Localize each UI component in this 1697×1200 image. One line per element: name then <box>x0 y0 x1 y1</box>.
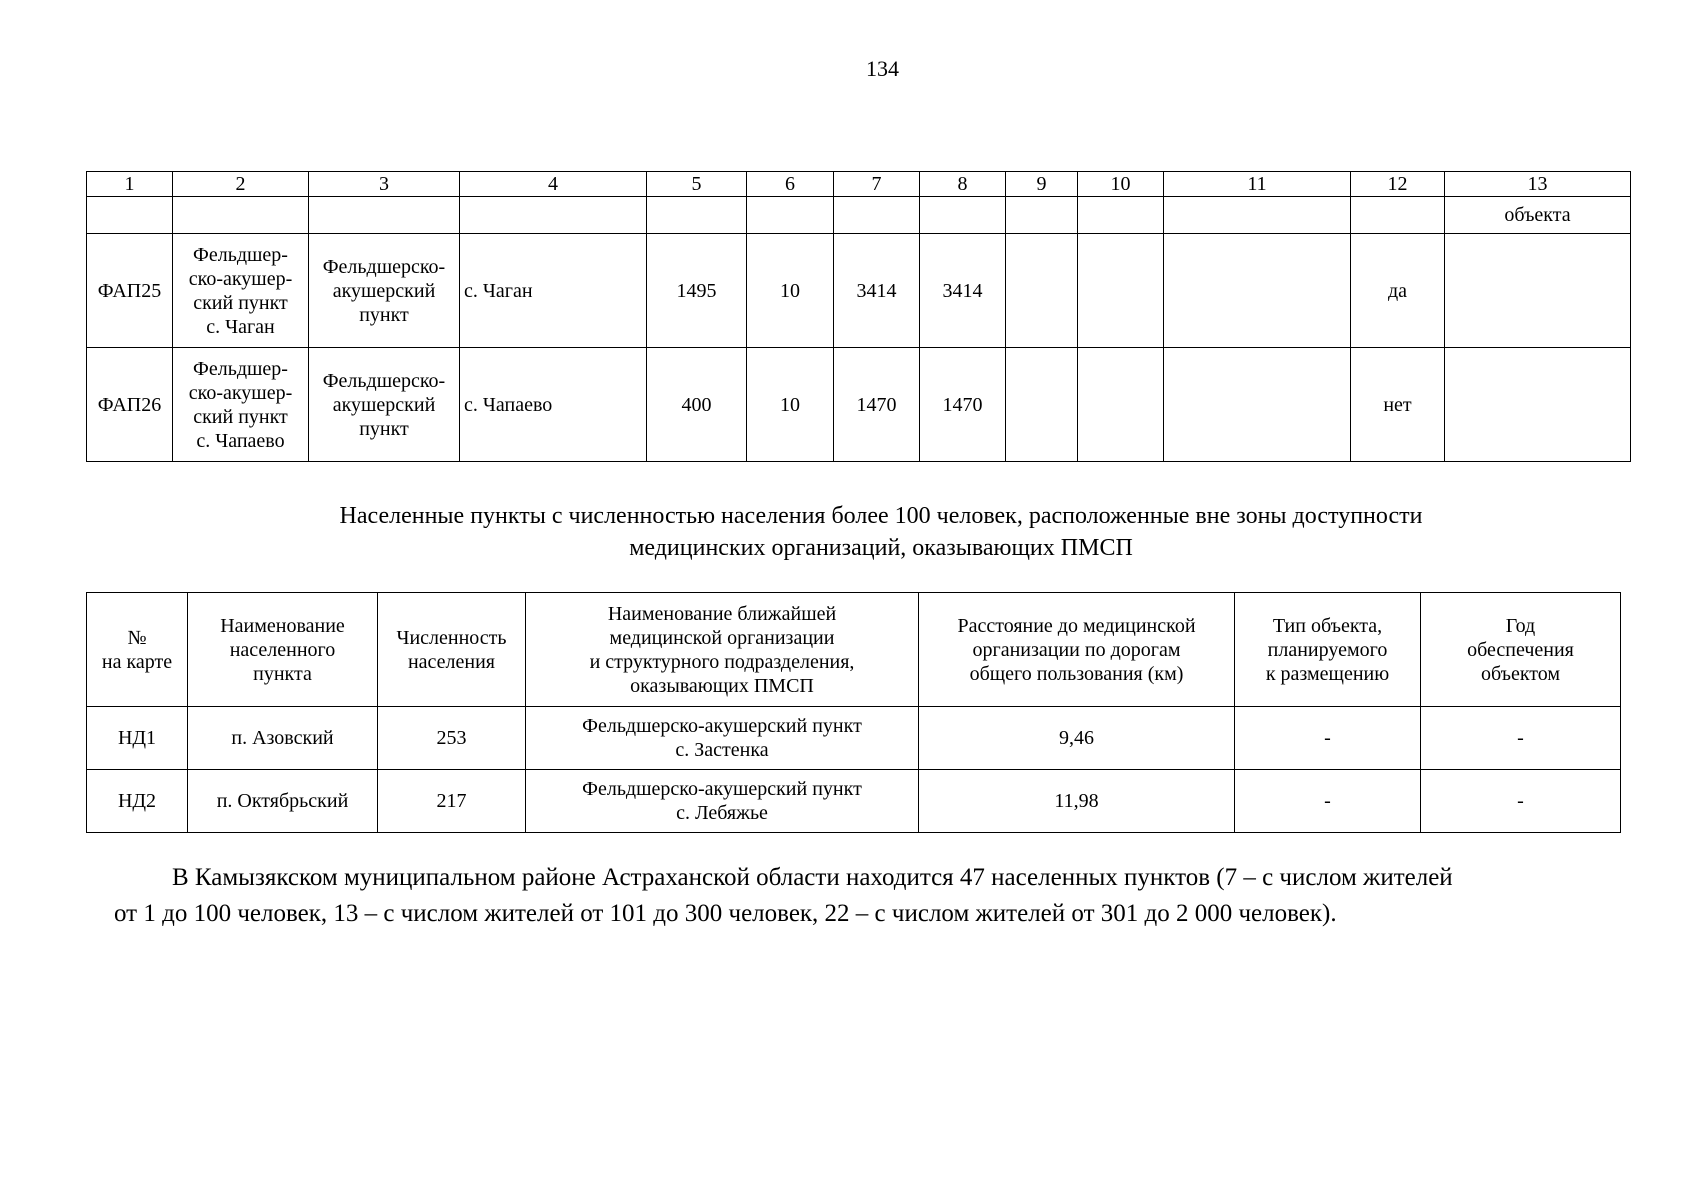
section-heading: Населенные пункты с численностью населения более 100 человек, расположенные вне зоны доступности медицинских организаций, оказывающих ПМСП <box>339 503 1423 561</box>
column-number: 9 <box>1006 172 1078 197</box>
column-number: 1 <box>87 172 173 197</box>
facility-type: Фельдшерско- акушерский пункт <box>309 234 460 348</box>
object-type: - <box>1235 707 1421 770</box>
column-number: 3 <box>309 172 460 197</box>
facility-location: с. Чаган <box>460 234 647 348</box>
facility-type: Фельдшерско- акушерский пункт <box>309 348 460 462</box>
cell-7: 3414 <box>834 234 920 348</box>
header-row <box>87 593 1621 707</box>
map-number: НД1 <box>87 707 188 770</box>
column-number: 11 <box>1164 172 1351 197</box>
column-header: Наименование ближайшей медицинской организации и структурного подразделения, оказывающих ПМСП <box>526 593 919 707</box>
cell-6: 10 <box>747 234 834 348</box>
facility-id: ФАП26 <box>87 348 173 462</box>
population: 217 <box>378 770 526 833</box>
column-number: 7 <box>834 172 920 197</box>
column-header: № на карте <box>87 593 188 707</box>
column-number: 4 <box>460 172 647 197</box>
table-row <box>87 234 1631 348</box>
column-number: 10 <box>1078 172 1164 197</box>
table-row <box>87 770 1621 833</box>
cell-12: нет <box>1351 348 1445 462</box>
provision-year: - <box>1421 770 1621 833</box>
continuation-row <box>87 197 1631 234</box>
settlement-name: п. Азовский <box>188 707 378 770</box>
continuation-text: объекта <box>1445 197 1631 234</box>
facility-name: Фельдшер- ско-акушер- ский пункт с. Чапаево <box>173 348 309 462</box>
nearest-organization: Фельдшерско-акушерский пункт с. Застенка <box>526 707 919 770</box>
column-header: Наименование населенного пункта <box>188 593 378 707</box>
map-number: НД2 <box>87 770 188 833</box>
cell-5: 400 <box>647 348 747 462</box>
column-header: Тип объекта, планируемого к размещению <box>1235 593 1421 707</box>
column-number: 5 <box>647 172 747 197</box>
column-header: Год обеспечения объектом <box>1421 593 1621 707</box>
object-type: - <box>1235 770 1421 833</box>
nearest-organization: Фельдшерско-акушерский пункт с. Лебяжье <box>526 770 919 833</box>
facility-name: Фельдшер- ско-акушер- ский пункт с. Чаган <box>173 234 309 348</box>
distance: 11,98 <box>919 770 1235 833</box>
cell-6: 10 <box>747 348 834 462</box>
column-number: 8 <box>920 172 1006 197</box>
provision-year: - <box>1421 707 1621 770</box>
distance: 9,46 <box>919 707 1235 770</box>
cell-8: 3414 <box>920 234 1006 348</box>
table-row <box>87 348 1631 462</box>
population: 253 <box>378 707 526 770</box>
table-row <box>87 707 1621 770</box>
cell-12: да <box>1351 234 1445 348</box>
column-number: 6 <box>747 172 834 197</box>
column-number: 12 <box>1351 172 1445 197</box>
settlement-name: п. Октябрьский <box>188 770 378 833</box>
cell-5: 1495 <box>647 234 747 348</box>
settlements-table <box>86 592 1621 833</box>
cell-7: 1470 <box>834 348 920 462</box>
column-number: 2 <box>173 172 309 197</box>
body-paragraph: В Камызякском муниципальном районе Астраханской области находится 47 населенных пунктов (7 – с числом жителей от 1 до 100 человек, 13 – с числом жителей от 101 до 300 человек, 22 – с числом жителей от 301 до 2 000 человек). <box>114 864 1453 927</box>
column-header: Численность населения <box>378 593 526 707</box>
facility-id: ФАП25 <box>87 234 173 348</box>
facility-location: с. Чапаево <box>460 348 647 462</box>
cell-8: 1470 <box>920 348 1006 462</box>
column-number: 13 <box>1445 172 1631 197</box>
column-header: Расстояние до медицинской организации по дорогам общего пользования (км) <box>919 593 1235 707</box>
page-number: 134 <box>866 56 899 81</box>
column-number-row <box>87 172 1631 197</box>
facilities-table <box>86 171 1631 462</box>
